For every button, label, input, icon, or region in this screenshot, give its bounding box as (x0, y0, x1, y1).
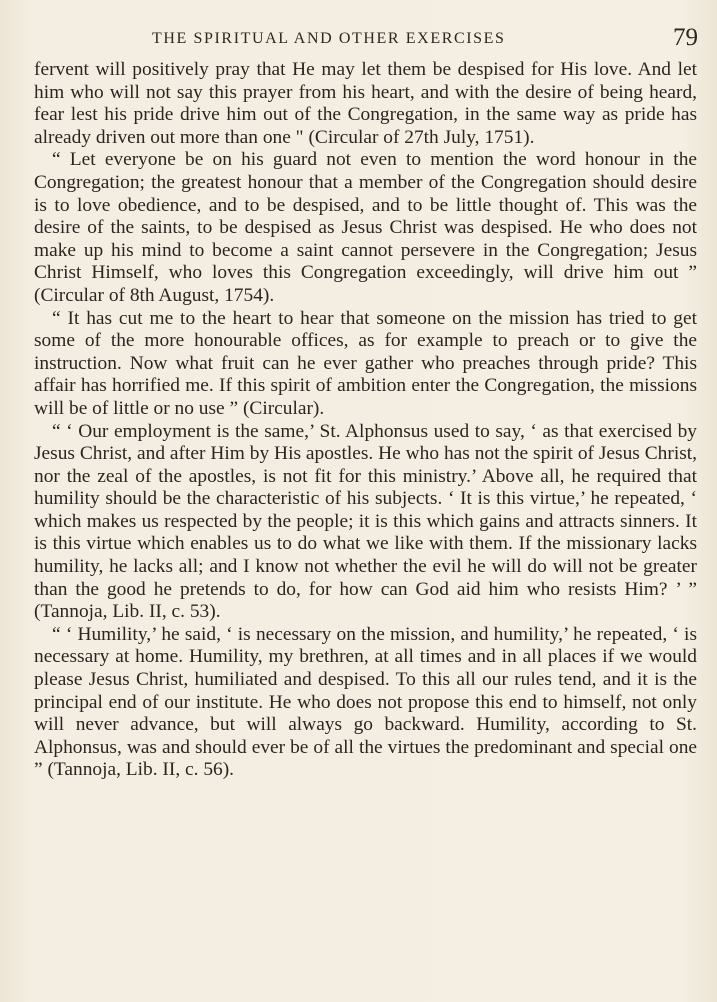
paragraph: “ ‘ Humility,’ he said, ‘ is necessary on the mission, and humility,’ he repeated, ‘ is necessary at home. Humility, my brethren, at all times and in all places if we would please Jesus Christ, humiliated and despised. To this all our rules tend, and it is the principal end of our institute. He who does not propose this end to himself, not only will never advance, but will always go backward. Humility, according to St. Alphonsus, was and should ever be of all the virtues the predominant and special one ” (Tannoja, Lib. II, c. 56). (34, 623, 697, 781)
paragraph: “ ‘ Our employment is the same,’ St. Alphonsus used to say, ‘ as that exercised by Jesus Christ, and after Him by His apostles. He who has not the spirit of Jesus Christ, nor the zeal of the apostles, is not fit for this ministry.’ Above all, he required that humility should be the characteristic of his subjects. ‘ It is this virtue,’ he repeated, ‘ which makes us respected by the people; it is this which gains and attracts sinners. It is this virtue which enables us to do what we like with them. If the missionary lacks humility, he lacks all; and I know not whether the evil he will do will not be greater than the good he pretends to do, for how can God aid him who resists Him? ’ ” (Tannoja, Lib. II, c. 53). (34, 420, 697, 623)
body-text (34, 59, 697, 782)
paragraph: “ Let everyone be on his guard not even to mention the word honour in the Congregation; the greatest honour that a member of the Congregation should desire is to love obedience, and to be despised, and to be little thought of. This was the desire of the saints, to be despised as Jesus Christ was despised. He who does not make up his mind to become a saint cannot persevere in the Congregation; Jesus Christ Himself, who loves this Congregation exceedingly, will drive him out ” (Circular of 8th August, 1754). (34, 149, 697, 306)
page-header (34, 26, 698, 56)
paragraph-continued: fervent will positively pray that He may let them be despised for His love. And let him who will not say this prayer from his heart, and with the desire of being heard, fear lest his pride drive him out of the Congregation, in the same way as pride has already driven out more than one " (Circular of 27th July, 1751). (34, 59, 697, 148)
page-number: 79 (673, 24, 698, 51)
running-title: THE SPIRITUAL AND OTHER EXERCISES (152, 30, 506, 47)
paragraph: “ It has cut me to the heart to hear that someone on the mission has tried to get some of the more honourable offices, as for example to preach or to give the instruction. Now what fruit can he ever gather who preaches through pride? This affair has horrified me. If this spirit of ambition enter the Congregation, the missions will be of little or no use ” (Circular). (34, 307, 697, 419)
